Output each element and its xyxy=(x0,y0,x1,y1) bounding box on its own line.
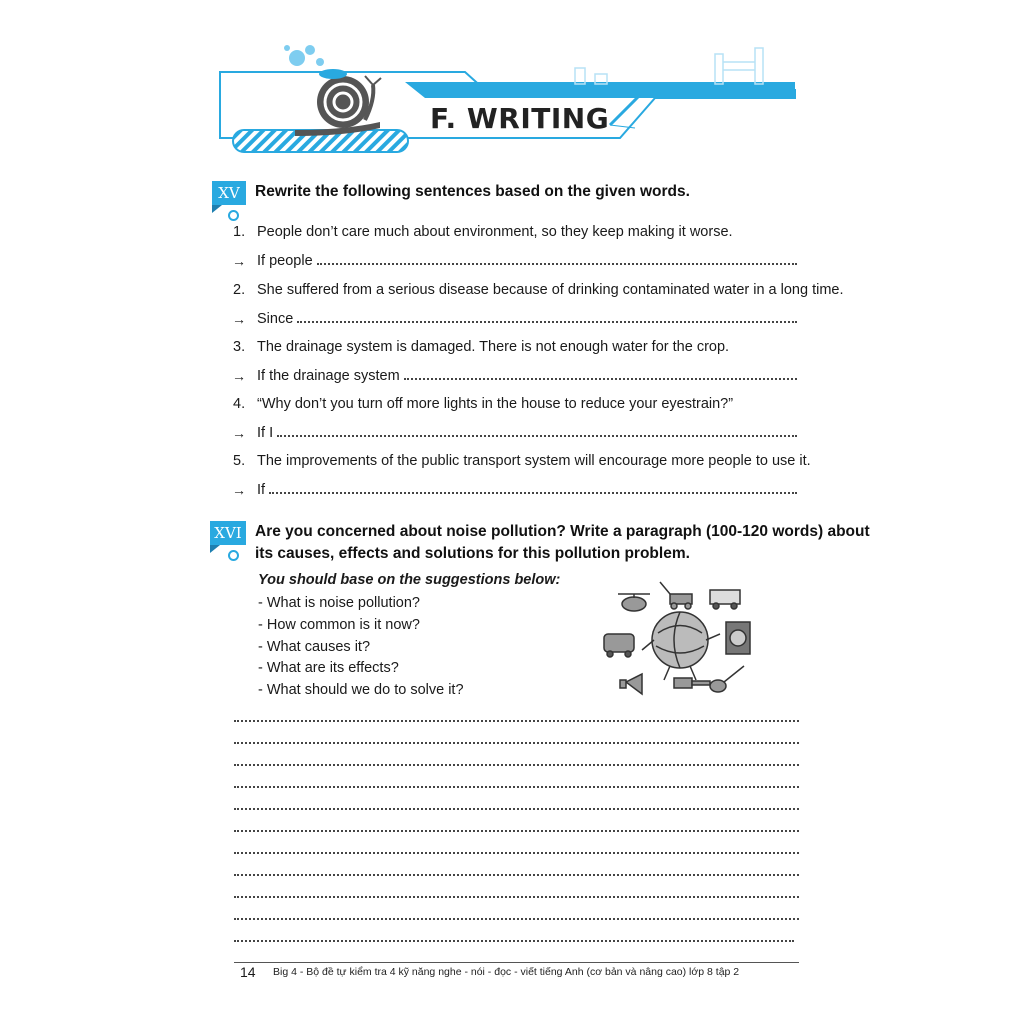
item-number: 5. xyxy=(233,453,246,469)
writing-line[interactable] xyxy=(234,874,799,876)
answer-prefix: If people xyxy=(257,253,313,269)
noise-pollution-illustration xyxy=(598,578,763,700)
arrow-icon: → xyxy=(232,311,246,327)
item-sentence: The improvements of the public transport system will encourage more people to use it. xyxy=(257,453,811,469)
writing-line[interactable] xyxy=(234,896,799,898)
writing-line[interactable] xyxy=(234,742,799,744)
item-number: 4. xyxy=(233,396,246,412)
snail-icon xyxy=(295,69,381,136)
suggestion-item: - What causes it? xyxy=(258,639,371,655)
dotted-line xyxy=(269,482,797,494)
suggestion-item: - What is noise pollution? xyxy=(258,595,420,611)
item-sentence: “Why don’t you turn off more lights in the house to reduce your eyestrain?” xyxy=(257,396,734,412)
suggestion-item: - How common is it now? xyxy=(258,617,420,633)
footer-divider xyxy=(234,962,799,963)
guitar-icon xyxy=(710,666,744,692)
item-number: 1. xyxy=(233,224,246,240)
lawnmower-icon xyxy=(660,582,692,609)
arrow-icon: → xyxy=(232,253,246,269)
footer-text: Big 4 - Bộ đề tự kiểm tra 4 kỹ năng nghe - nói - đọc - viết tiếng Anh (cơ bản và nâng cao) lớp 8 tập 2 xyxy=(273,966,740,978)
dotted-line xyxy=(404,368,797,380)
ambulance-icon xyxy=(710,590,740,609)
writing-line[interactable] xyxy=(234,764,799,766)
dotted-line xyxy=(297,311,797,323)
writing-line[interactable] xyxy=(234,940,794,942)
item-sentence: She suffered from a serious disease because of drinking contaminated water in a long time. xyxy=(257,282,844,298)
answer-prefix: Since xyxy=(257,311,294,327)
globe-icon xyxy=(652,612,708,668)
answer-line[interactable] xyxy=(257,309,797,327)
writing-line[interactable] xyxy=(234,852,799,854)
writing-line[interactable] xyxy=(234,830,799,832)
megaphone-icon xyxy=(620,674,642,694)
arrow-icon: → xyxy=(232,368,246,384)
badge-dot-icon xyxy=(228,210,239,221)
dotted-line xyxy=(277,425,797,437)
section-xv-badge: XV xyxy=(212,181,246,205)
writing-line[interactable] xyxy=(234,918,799,920)
answer-line[interactable] xyxy=(257,366,797,384)
section-xvi-badge: XVI xyxy=(210,521,246,545)
section-xvi-instruction-line2: its causes, effects and solutions for this pollution problem. xyxy=(255,545,690,562)
suggestion-item: - What are its effects? xyxy=(258,660,399,676)
dotted-line xyxy=(317,253,797,265)
splash-icon xyxy=(284,45,324,66)
city-skyline-icon xyxy=(575,48,763,84)
item-sentence: The drainage system is damaged. There is not enough water for the crop. xyxy=(257,339,730,355)
answer-prefix: If xyxy=(257,482,266,498)
car-icon xyxy=(604,634,634,657)
item-sentence: People don’t care much about environment, so they keep making it worse. xyxy=(257,224,733,240)
answer-prefix: If the drainage system xyxy=(257,368,400,384)
suggestion-item: - What should we do to solve it? xyxy=(258,682,464,698)
item-number: 3. xyxy=(233,339,246,355)
arrow-icon: → xyxy=(232,482,246,498)
speaker-icon xyxy=(726,622,750,654)
writing-line[interactable] xyxy=(234,808,799,810)
answer-prefix: If I xyxy=(257,425,274,441)
page-number: 14 xyxy=(240,964,256,980)
writing-line[interactable] xyxy=(234,720,799,722)
item-number: 2. xyxy=(233,282,246,298)
answer-line[interactable] xyxy=(257,423,797,441)
answer-line[interactable] xyxy=(257,480,797,498)
section-banner xyxy=(215,40,805,160)
section-xvi-instruction-line1: Are you concerned about noise pollution? Write a paragraph (100-120 words) about xyxy=(255,523,870,540)
badge-dot-icon xyxy=(228,550,239,561)
page-title: F. WRITING xyxy=(430,102,610,135)
writing-line[interactable] xyxy=(234,786,799,788)
suggestion-heading: You should base on the suggestions below: xyxy=(258,572,561,588)
answer-line[interactable] xyxy=(257,251,797,269)
helicopter-icon xyxy=(618,594,650,611)
chainsaw-icon xyxy=(674,678,710,688)
section-xv-instruction: Rewrite the following sentences based on the given words. xyxy=(255,183,690,200)
pencil-icon xyxy=(610,95,640,128)
arrow-icon: → xyxy=(232,425,246,441)
